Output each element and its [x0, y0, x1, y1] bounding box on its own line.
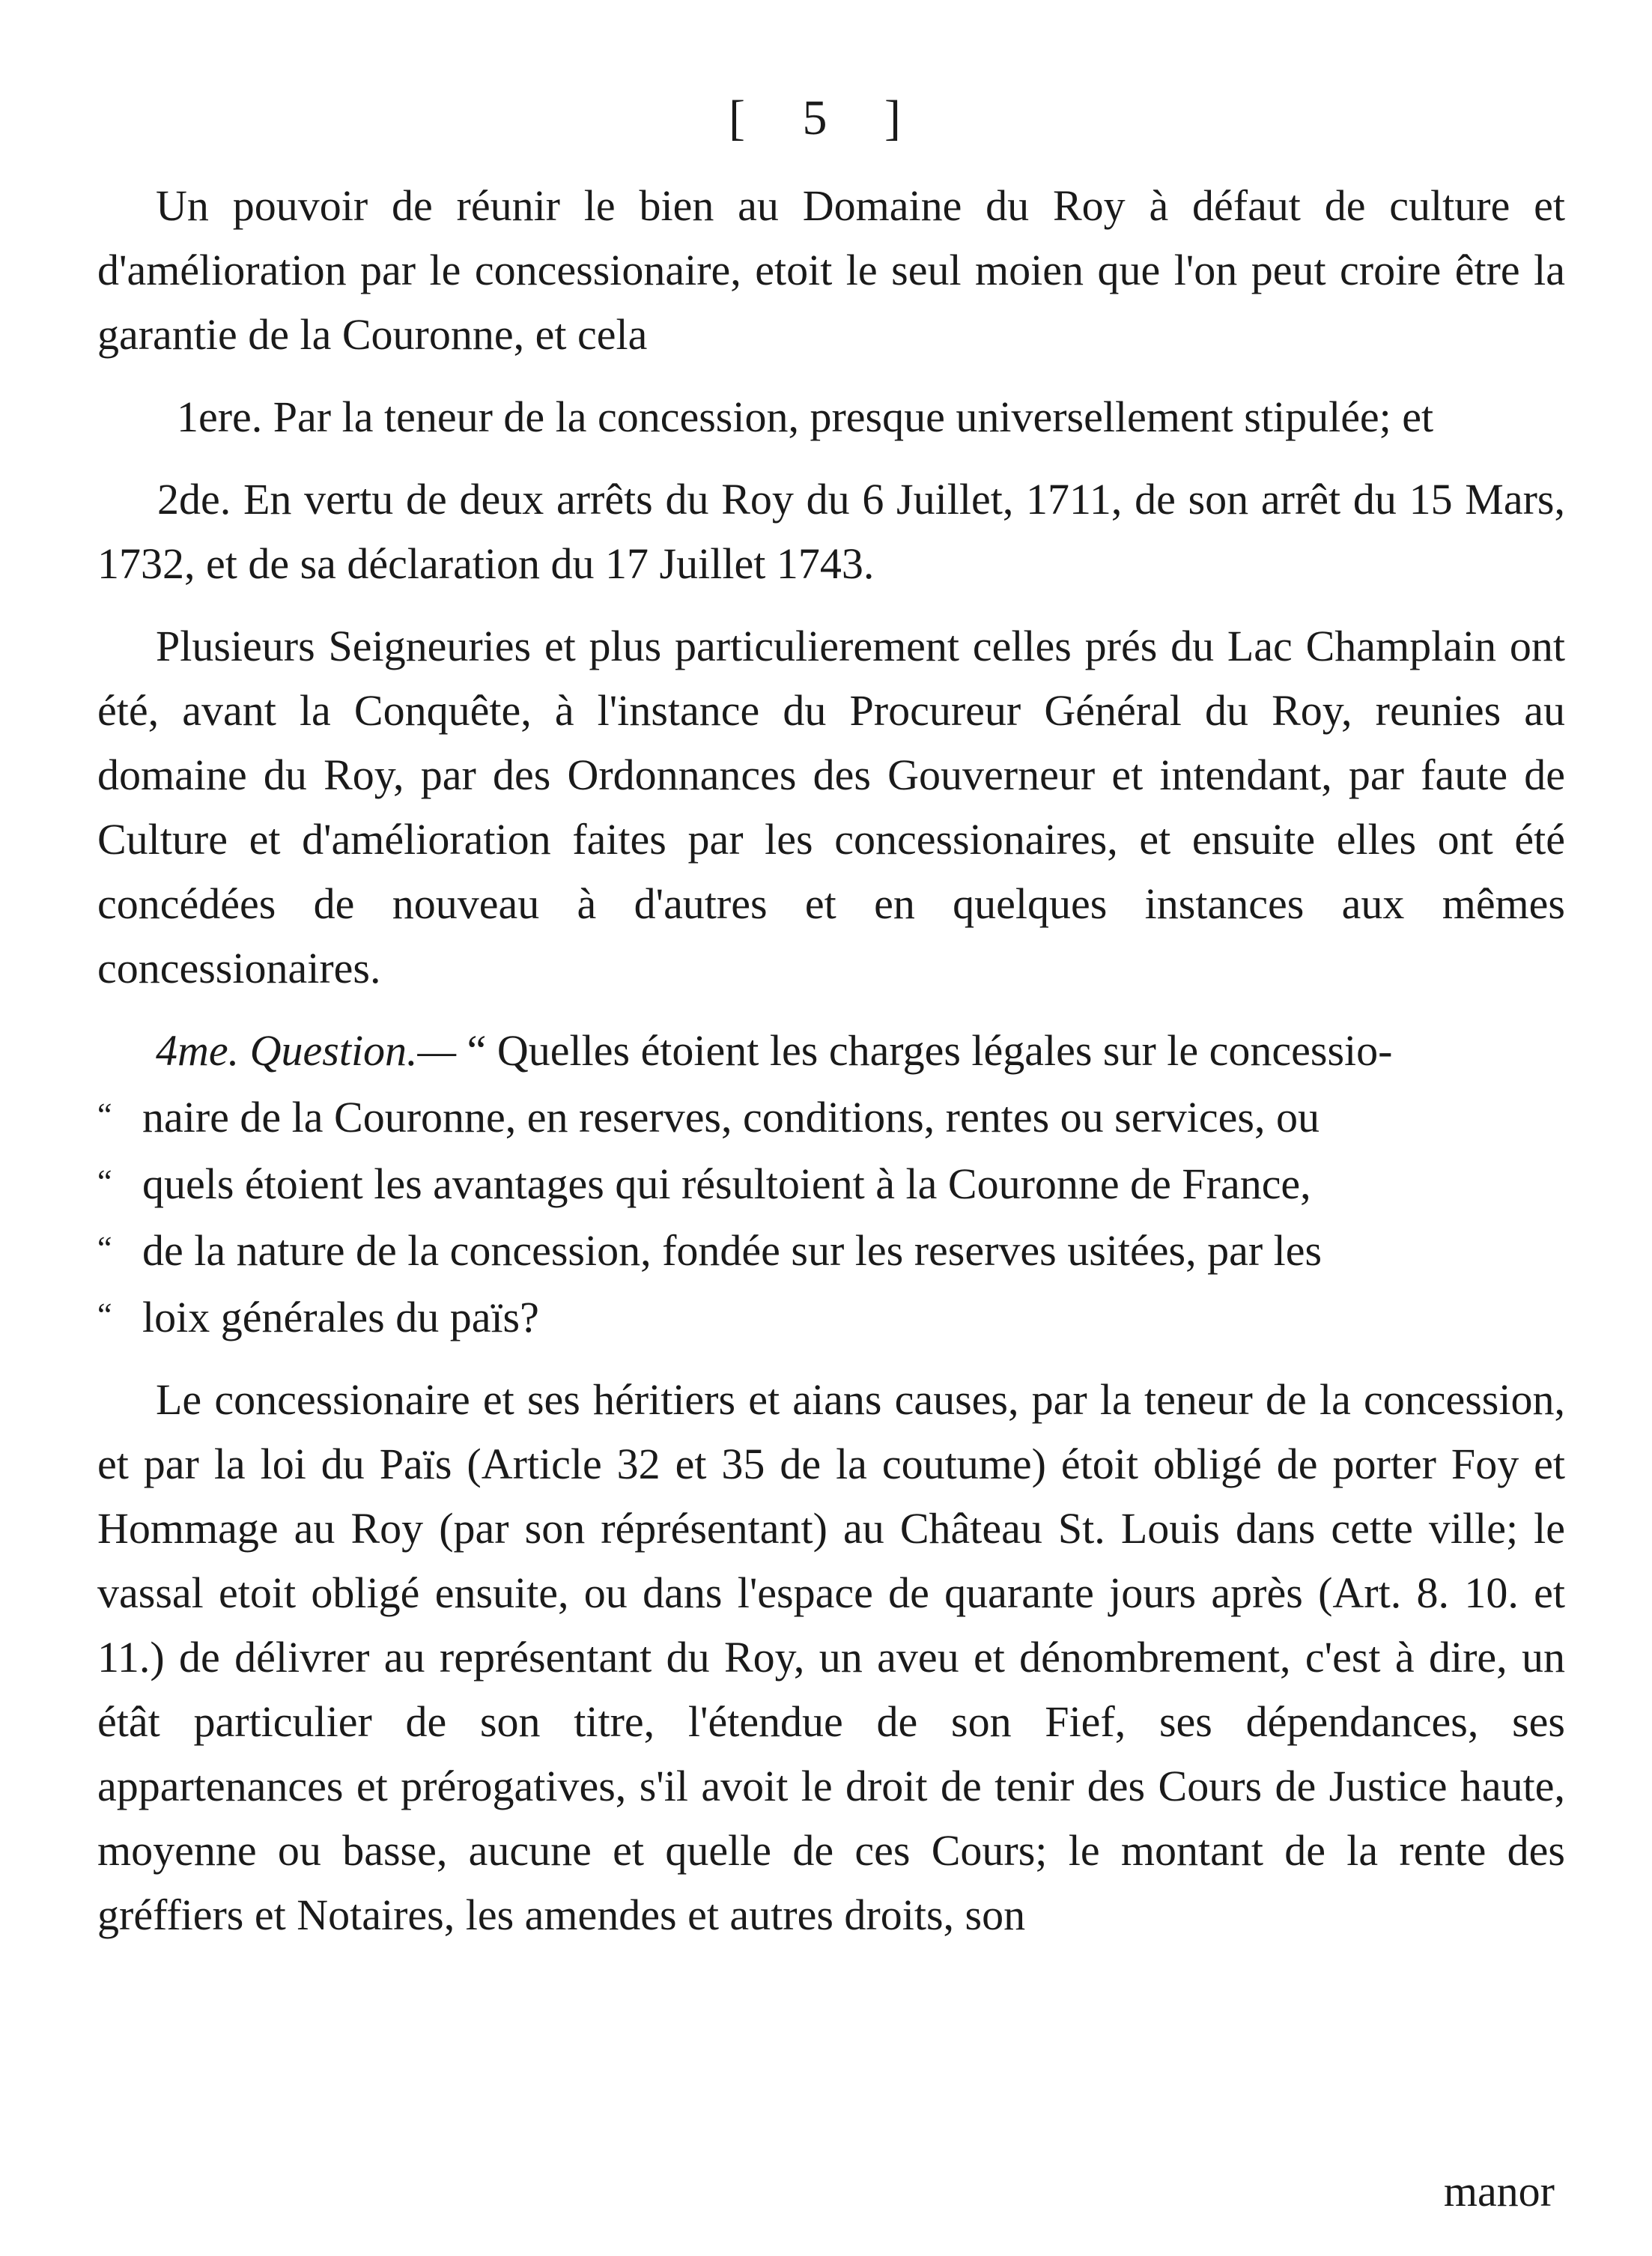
question-line-5 [97, 1283, 1565, 1350]
quote-mark: “ [97, 1163, 112, 1200]
quote-mark: “ [97, 1097, 112, 1133]
quote-mark: “ [467, 1026, 487, 1075]
question-text-3: quels étoient les avantages qui résultoient à la Couronne de France, [142, 1159, 1311, 1208]
question-label: 4me. Question.— [156, 1026, 457, 1075]
paragraph-1: Un pouvoir de réunir le bien au Domaine du Roy à défaut de culture et d'amélioration par le concessionaire, etoit le seul moien que l'on peut croire être la garantie de la Couronne, et cela [97, 181, 1565, 359]
question-text-5: loix générales du païs? [142, 1293, 539, 1341]
paragraph-3: Le concessionaire et ses héritiers et aians causes, par la teneur de la concession, et par la loi du Païs (Article 32 et 35 de la coutume) étoit obligé de porter Foy et Hommage au Roy (par son réprésentant) au Château St. Louis dans cette ville; le vassal etoit obligé ensuite, ou dans l'espace de quarante jours après (Art. 8. 10. et 11.) de délivrer au représentant du Roy, un aveu et dénombrement, c'est à dire, un étât particulier de son titre, l'étendue de son Fief, ses dépendances, ses appartenances et prérogatives, s'il avoit le droit de tenir des Cours de Justice haute, moyenne ou basse, aucune et quelle de ces Cours; le montant de la rente des gréffiers et Notaires, les amendes et autres droits, son [97, 1375, 1565, 1939]
body-text [97, 174, 1565, 1947]
question-text-2: naire de la Couronne, en reserves, conditions, rentes ou services, ou [142, 1093, 1320, 1141]
question-line-3 [97, 1150, 1565, 1216]
paragraph-list-item-1: 1ere. Par la teneur de la concession, presque universellement stipulée; et [177, 392, 1434, 441]
quote-mark: “ [97, 1297, 112, 1333]
question-text-4: de la nature de la concession, fondée sur les reserves usitées, par les [142, 1226, 1322, 1275]
question-line-4 [97, 1216, 1565, 1283]
catchword: manor [1443, 2167, 1555, 2216]
question-line-1 [97, 1019, 1565, 1083]
paragraph-list-item-2: 2de. En vertu de deux arrêts du Roy du 6 Juillet, 1711, de son arrêt du 15 Mars, 1732, et de sa déclaration du 17 Juillet 1743. [97, 475, 1565, 588]
question-line-2 [97, 1083, 1565, 1150]
page-number: [ 5 ] [729, 91, 923, 145]
question-text-1: Quelles étoient les charges légales sur le concessio- [496, 1026, 1393, 1075]
question-block [97, 1019, 1565, 1350]
quote-mark: “ [97, 1230, 112, 1267]
paragraph-2: Plusieurs Seigneuries et plus particulierement celles prés du Lac Champlain ont été, avant la Conquête, à l'instance du Procureur Général du Roy, reunies au domaine du Roy, par des Ordonnances des Gouverneur et intendant, par faute de Culture et d'amélioration faites par les concessionaires, et ensuite elles ont été concédées de nouveau à d'autres et en quelques instances aux mêmes concessionaires. [97, 622, 1565, 992]
